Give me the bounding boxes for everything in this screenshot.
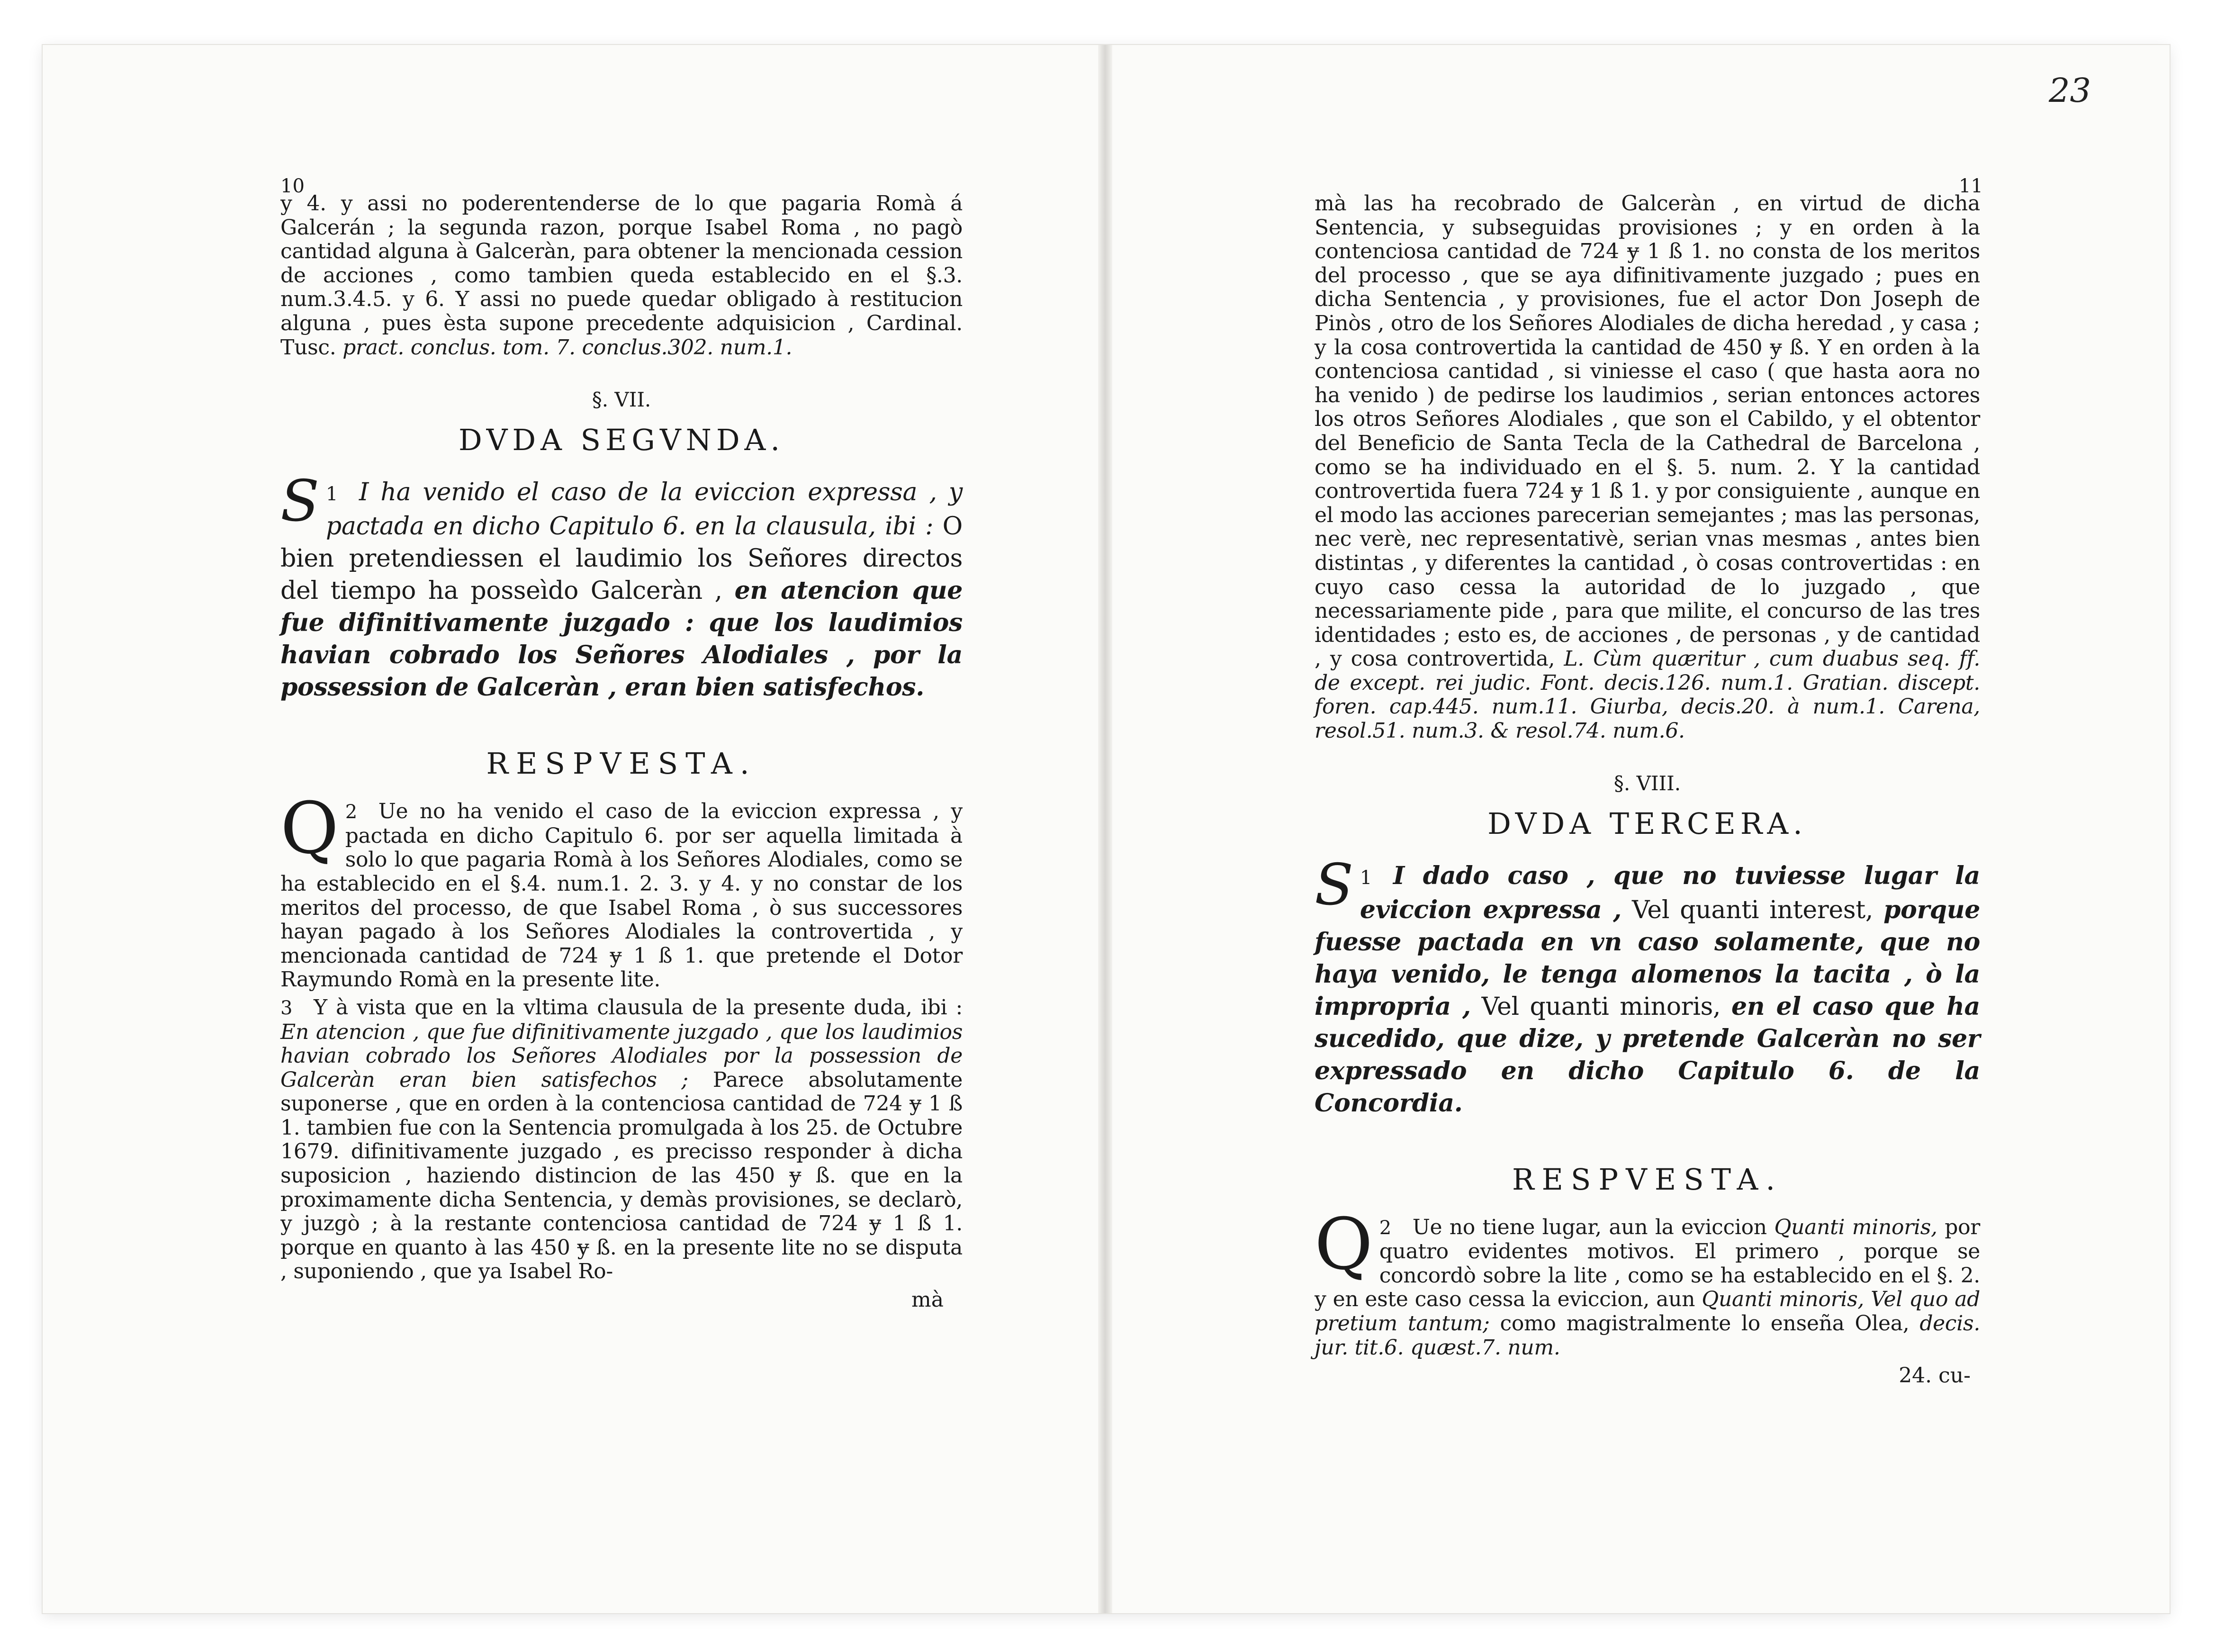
doubt-heading: DVDA SEGVNDA. xyxy=(458,423,785,458)
left-text-block xyxy=(280,192,963,1312)
right-page xyxy=(1111,0,2216,1652)
doubt-question: 1 S I dado caso , que no tuviesse lugar la eviccion expressa , Vel quanti interest, porque fuesse pactada en vn caso solamente, que no haya venido, le tenga alomenos la tacita , ò la impropria , Vel quanti minoris, en el caso que ha sucedido, que dize, y pretende Galceràn no ser expressado en dicho Capitulo 6. de la Concordia. xyxy=(1315,852,1981,1118)
drop-capital: S xyxy=(280,469,319,535)
intro-paragraph: y 4. y assi no poderentenderse de lo que pagaria Romà á Galcerán ; la segunda razon, porque Isabel Roma , no pagò cantidad alguna à Galceràn, para obtener la mencionada cession de acciones , como tambien queda establecido en el §.3. num.3.4.5. y 6. Y assi no puede quedar obligado à restitucion alguna , pues èsta supone precedente adquisicion , Cardinal. Tusc. pract. conclus. tom. 7. conclus.302. num.1. xyxy=(280,191,963,360)
response-heading: RESPVESTA. xyxy=(486,746,757,781)
doubt-question: 1 S I ha venido el caso de la eviccion expressa , y pactada en dicho Capitulo 6. en la clausula, ibi : O bien pretendiessen el laudimio los Señores directos del tiempo ha posseìdo Galceràn , en atencion que fue difinitivamente juzgado : que los laudimios havian cobrado los Señores Alodiales , por la possession de Galceràn , eran bien satisfechos. xyxy=(280,469,963,702)
catchword: mà xyxy=(911,1288,944,1312)
sheet-number: 23 xyxy=(2049,71,2091,110)
drop-capital: S xyxy=(1315,852,1353,918)
doubt-heading: DVDA TERCERA. xyxy=(1487,806,1807,841)
response-paragraph-2: 2 Q Ue no tiene lugar, aun la eviccion Quanti minoris, por quatro evidentes motivos. El primero , porque se concordò sobre la lite , como se ha establecido en el §. 2. y en este caso cessa la eviccion, aun Quanti minoris, Vel quo ad pretium tantum; como magistralmente lo enseña Olea, decis. jur. tit.6. quæst.7. num. xyxy=(1315,1203,1980,1360)
response-heading: RESPVESTA. xyxy=(1512,1162,1783,1197)
response-paragraph-3: 3 Y à vista que en la vltima clausula de la presente duda, ibi : En atencion , que fue difinitivamente juzgado , que los laudimios havian cobrado los Señores Alodiales por la possession de Galceràn eran bien satisfechos ; Parece absolutamente suponerse , que en orden à la contenciosa cantidad de 724 ɏ 1 ß 1. tambien fue con la Sentencia promulgada à los 25. de Octubre 1679. difinitivamente juzgado , es precisso responder à dicha suposicion , haziendo distincion de las 450 ɏ ß. que en la proximamente dicha Sentencia, y demàs provisiones, se declarò, y juzgò ; à la restante contenciosa cantidad de 724 ɏ 1 ß 1. porque en quanto à las 450 ɏ ß. en la presente lite no se disputa , suponiendo , que ya Isabel Ro- xyxy=(280,995,963,1284)
catchword: 24. cu- xyxy=(1899,1363,1971,1388)
intro-paragraph: mà las ha recobrado de Galceràn , en virtud de dicha Sentencia, y subseguidas provisiones ; y en orden à la contenciosa cantidad de 724 ɏ 1 ß 1. no consta de los meritos del processo , que se aya difinitivamente juzgado ; pues en dicha Sentencia , y provisiones, fue el actor Don Joseph de Pinòs , otro de los Señores Alodiales de dicha heredad , y casa ; y la cosa controvertida la cantidad de 450 ɏ ß. Y en orden à la contenciosa cantidad , si viniesse el caso ( que hasta aora no ha venido ) de pedirse los laudimios , serian entonces actores los otros Señores Alodiales , que son el Cabildo, y el obtentor del Beneficio de Santa Tecla de la Cathedral de Barcelona , como se ha individuado en el §. 5. num. 2. Y la cantidad controvertida fuera 724 ɏ 1 ß 1. y por consiguiente , aunque en el modo las acciones parecerian semejantes ; mas las personas, nec verè, nec representativè, serian vnas mesmas , antes bien distintas , y diferentes la cantidad , ò cosas controvertidas : en cuyo caso cessa la autoridad de lo juzgado , que necessariamente pide , para que milite, el concurso de las tres identidades ; esto es, de acciones , de personas , y de cantidad , y cosa controvertida, L. Cùm quæritur , cum duabus seq. ff. de except. rei judic. Font. decis.126. num.1. Gratian. discept. foren. cap.445. num.11. Giurba, decis.20. à num.1. Carena, resol.51. num.3. & resol.74. num.6. xyxy=(1315,191,1981,743)
right-text-block xyxy=(1315,192,1980,1388)
page-folio: 10 xyxy=(280,175,305,197)
drop-capital: Q xyxy=(280,787,339,870)
section-mark: §. VII. xyxy=(592,388,651,412)
response-paragraph-2: 2 Q Ue no ha venido el caso de la eviccion expressa , y pactada en dicho Capitulo 6. por ser aquella limitada à solo lo que pagaria Romà à los Señores Alodiales, como se ha establecido en el §.4. num.1. 2. 3. y 4. y no constar de los meritos del processo, de que Isabel Roma , ò sus successores hayan pagado à los Señores Alodiales la controvertida , y mencionada cantidad de 724 ɏ 1 ß 1. que pretende el Dotor Raymundo Romà en la presente lite. xyxy=(280,787,963,992)
page-folio: 11 xyxy=(1959,175,1983,197)
left-page xyxy=(0,0,1104,1652)
section-mark: §. VIII. xyxy=(1613,771,1681,795)
drop-capital: Q xyxy=(1315,1203,1373,1286)
